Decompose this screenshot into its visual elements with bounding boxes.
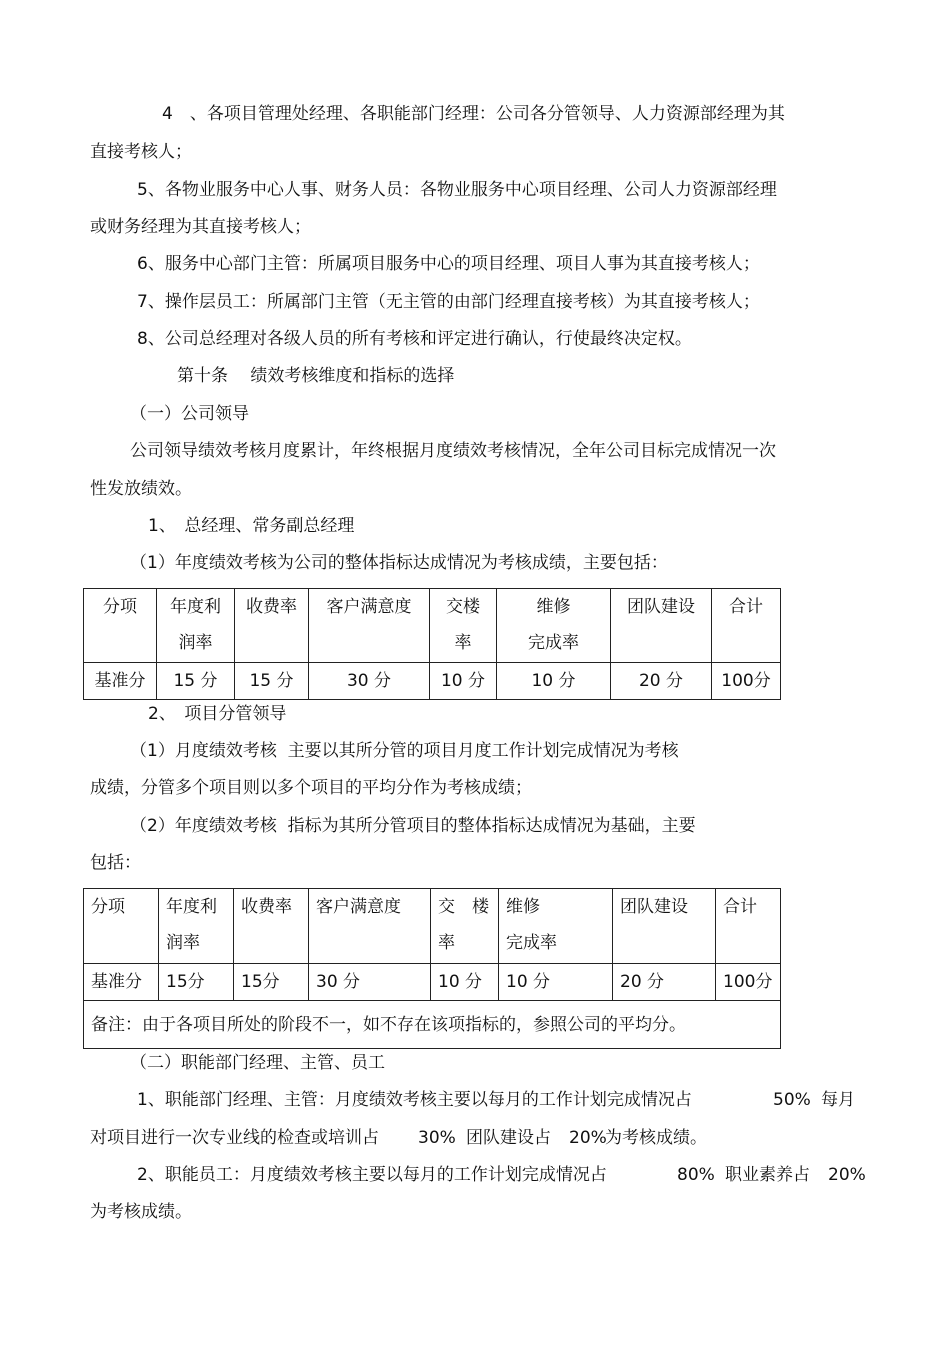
- text-fragment: 职业素养占: [725, 1165, 810, 1185]
- header-text: 维修: [536, 597, 571, 617]
- row-cell: 100分: [716, 964, 781, 1001]
- row-cell: 100分: [712, 663, 781, 700]
- header-cell: [157, 589, 235, 663]
- text-line: （1）年度绩效考核为公司的整体指标达成情况为考核成绩，主要包括：: [130, 553, 668, 573]
- text-line: 或财务经理为其直接考核人；: [90, 217, 311, 237]
- row-cell: 15分: [159, 964, 234, 1001]
- item-heading: 2、 项目分管领导: [148, 704, 287, 724]
- header-cell: [497, 589, 611, 663]
- header-text: 维修: [506, 897, 540, 917]
- row-cell: 30 分: [309, 964, 431, 1001]
- text-line: 4 、各项目管理处经理、各职能部门经理：公司各分管领导、人力资源部经理为其: [162, 104, 785, 124]
- text-line: 包括：: [90, 853, 141, 873]
- text-line: 对项目进行一次专业线的检查或培训占: [90, 1128, 379, 1148]
- row-cell: 20 分: [613, 964, 716, 1001]
- percent-value: 50%: [773, 1090, 811, 1110]
- section-heading: （二）职能部门经理、主管、员工: [130, 1053, 385, 1073]
- row-cell: 10 分: [430, 663, 497, 700]
- row-cell: 10 分: [497, 663, 611, 700]
- row-cell: 15 分: [235, 663, 309, 700]
- text-fragment: 为考核成绩。: [605, 1128, 707, 1148]
- row-cell: 基准分: [84, 964, 159, 1001]
- section-heading: （一）公司领导: [130, 404, 249, 424]
- header-cell: 分项: [84, 889, 159, 964]
- article-heading: 第十条 绩效考核维度和指标的选择: [177, 366, 455, 386]
- score-table-2: [83, 888, 781, 1049]
- row-cell: 30 分: [309, 663, 430, 700]
- text-line: （1）月度绩效考核 主要以其所分管的项目月度工作计划完成情况为考核: [130, 741, 679, 761]
- text-line: 8、公司总经理对各级人员的所有考核和评定进行确认，行使最终决定权。: [137, 329, 692, 349]
- table-note: 备注：由于各项目所处的阶段不一，如不存在该项指标的，参照公司的平均分。: [84, 1001, 781, 1049]
- text-line: 为考核成绩。: [90, 1202, 192, 1222]
- header-cell: [159, 889, 234, 964]
- row-cell: 基准分: [84, 663, 157, 700]
- header-cell: 客户满意度: [309, 589, 430, 663]
- header-cell: 客户满意度: [309, 889, 431, 964]
- text-line: 2、职能员工：月度绩效考核主要以每月的工作计划完成情况占: [137, 1165, 607, 1185]
- header-text: 交 楼: [438, 897, 489, 917]
- percent-value: 20%: [569, 1128, 607, 1148]
- header-text: 年度利: [170, 597, 221, 617]
- row-cell: 10 分: [431, 964, 499, 1001]
- text-fragment: 每月: [821, 1090, 855, 1110]
- header-cell: [431, 889, 499, 964]
- header-cell: 收费率: [234, 889, 309, 964]
- header-text: 率: [438, 933, 455, 953]
- header-text: 完成率: [506, 933, 557, 953]
- header-text: 年度利: [166, 897, 217, 917]
- header-cell: 合计: [712, 589, 781, 663]
- text-line: 5、各物业服务中心人事、财务人员：各物业服务中心项目经理、公司人力资源部经理: [137, 180, 777, 200]
- text-line: 7、操作层员工：所属部门主管（无主管的由部门经理直接考核）为其直接考核人；: [137, 292, 760, 312]
- header-text: 润率: [178, 633, 213, 653]
- text-line: 6、服务中心部门主管：所属项目服务中心的项目经理、项目人事为其直接考核人；: [137, 254, 760, 274]
- header-cell: 分项: [84, 589, 157, 663]
- header-cell: [430, 589, 497, 663]
- percent-value: 80%: [677, 1165, 715, 1185]
- text-line: 公司领导绩效考核月度累计，年终根据月度绩效考核情况，全年公司目标完成情况一次: [130, 441, 776, 461]
- header-cell: 合计: [716, 889, 781, 964]
- score-table-1: [83, 588, 781, 700]
- text-line: 1、职能部门经理、主管：月度绩效考核主要以每月的工作计划完成情况占: [137, 1090, 692, 1110]
- row-cell: 15 分: [157, 663, 235, 700]
- text-line: 成绩，分管多个项目则以多个项目的平均分作为考核成绩；: [90, 778, 532, 798]
- item-heading: 1、 总经理、常务副总经理: [148, 516, 355, 536]
- header-cell: [499, 889, 613, 964]
- header-cell: 团队建设: [613, 889, 716, 964]
- row-cell: 20 分: [611, 663, 712, 700]
- percent-value: 30%: [418, 1128, 456, 1148]
- row-cell: 10 分: [499, 964, 613, 1001]
- header-cell: 收费率: [235, 589, 309, 663]
- header-text: 完成率: [528, 633, 579, 653]
- text-fragment: 团队建设占: [466, 1128, 551, 1148]
- header-cell: 团队建设: [611, 589, 712, 663]
- header-text: 交楼: [446, 597, 480, 617]
- percent-value: 20%: [828, 1165, 866, 1185]
- row-cell: 15分: [234, 964, 309, 1001]
- text-line: 直接考核人；: [90, 142, 192, 162]
- header-text: 率: [454, 633, 472, 653]
- text-line: 性发放绩效。: [90, 479, 192, 499]
- header-text: 润率: [166, 933, 200, 953]
- text-line: （2）年度绩效考核 指标为其所分管项目的整体指标达成情况为基础，主要: [130, 816, 696, 836]
